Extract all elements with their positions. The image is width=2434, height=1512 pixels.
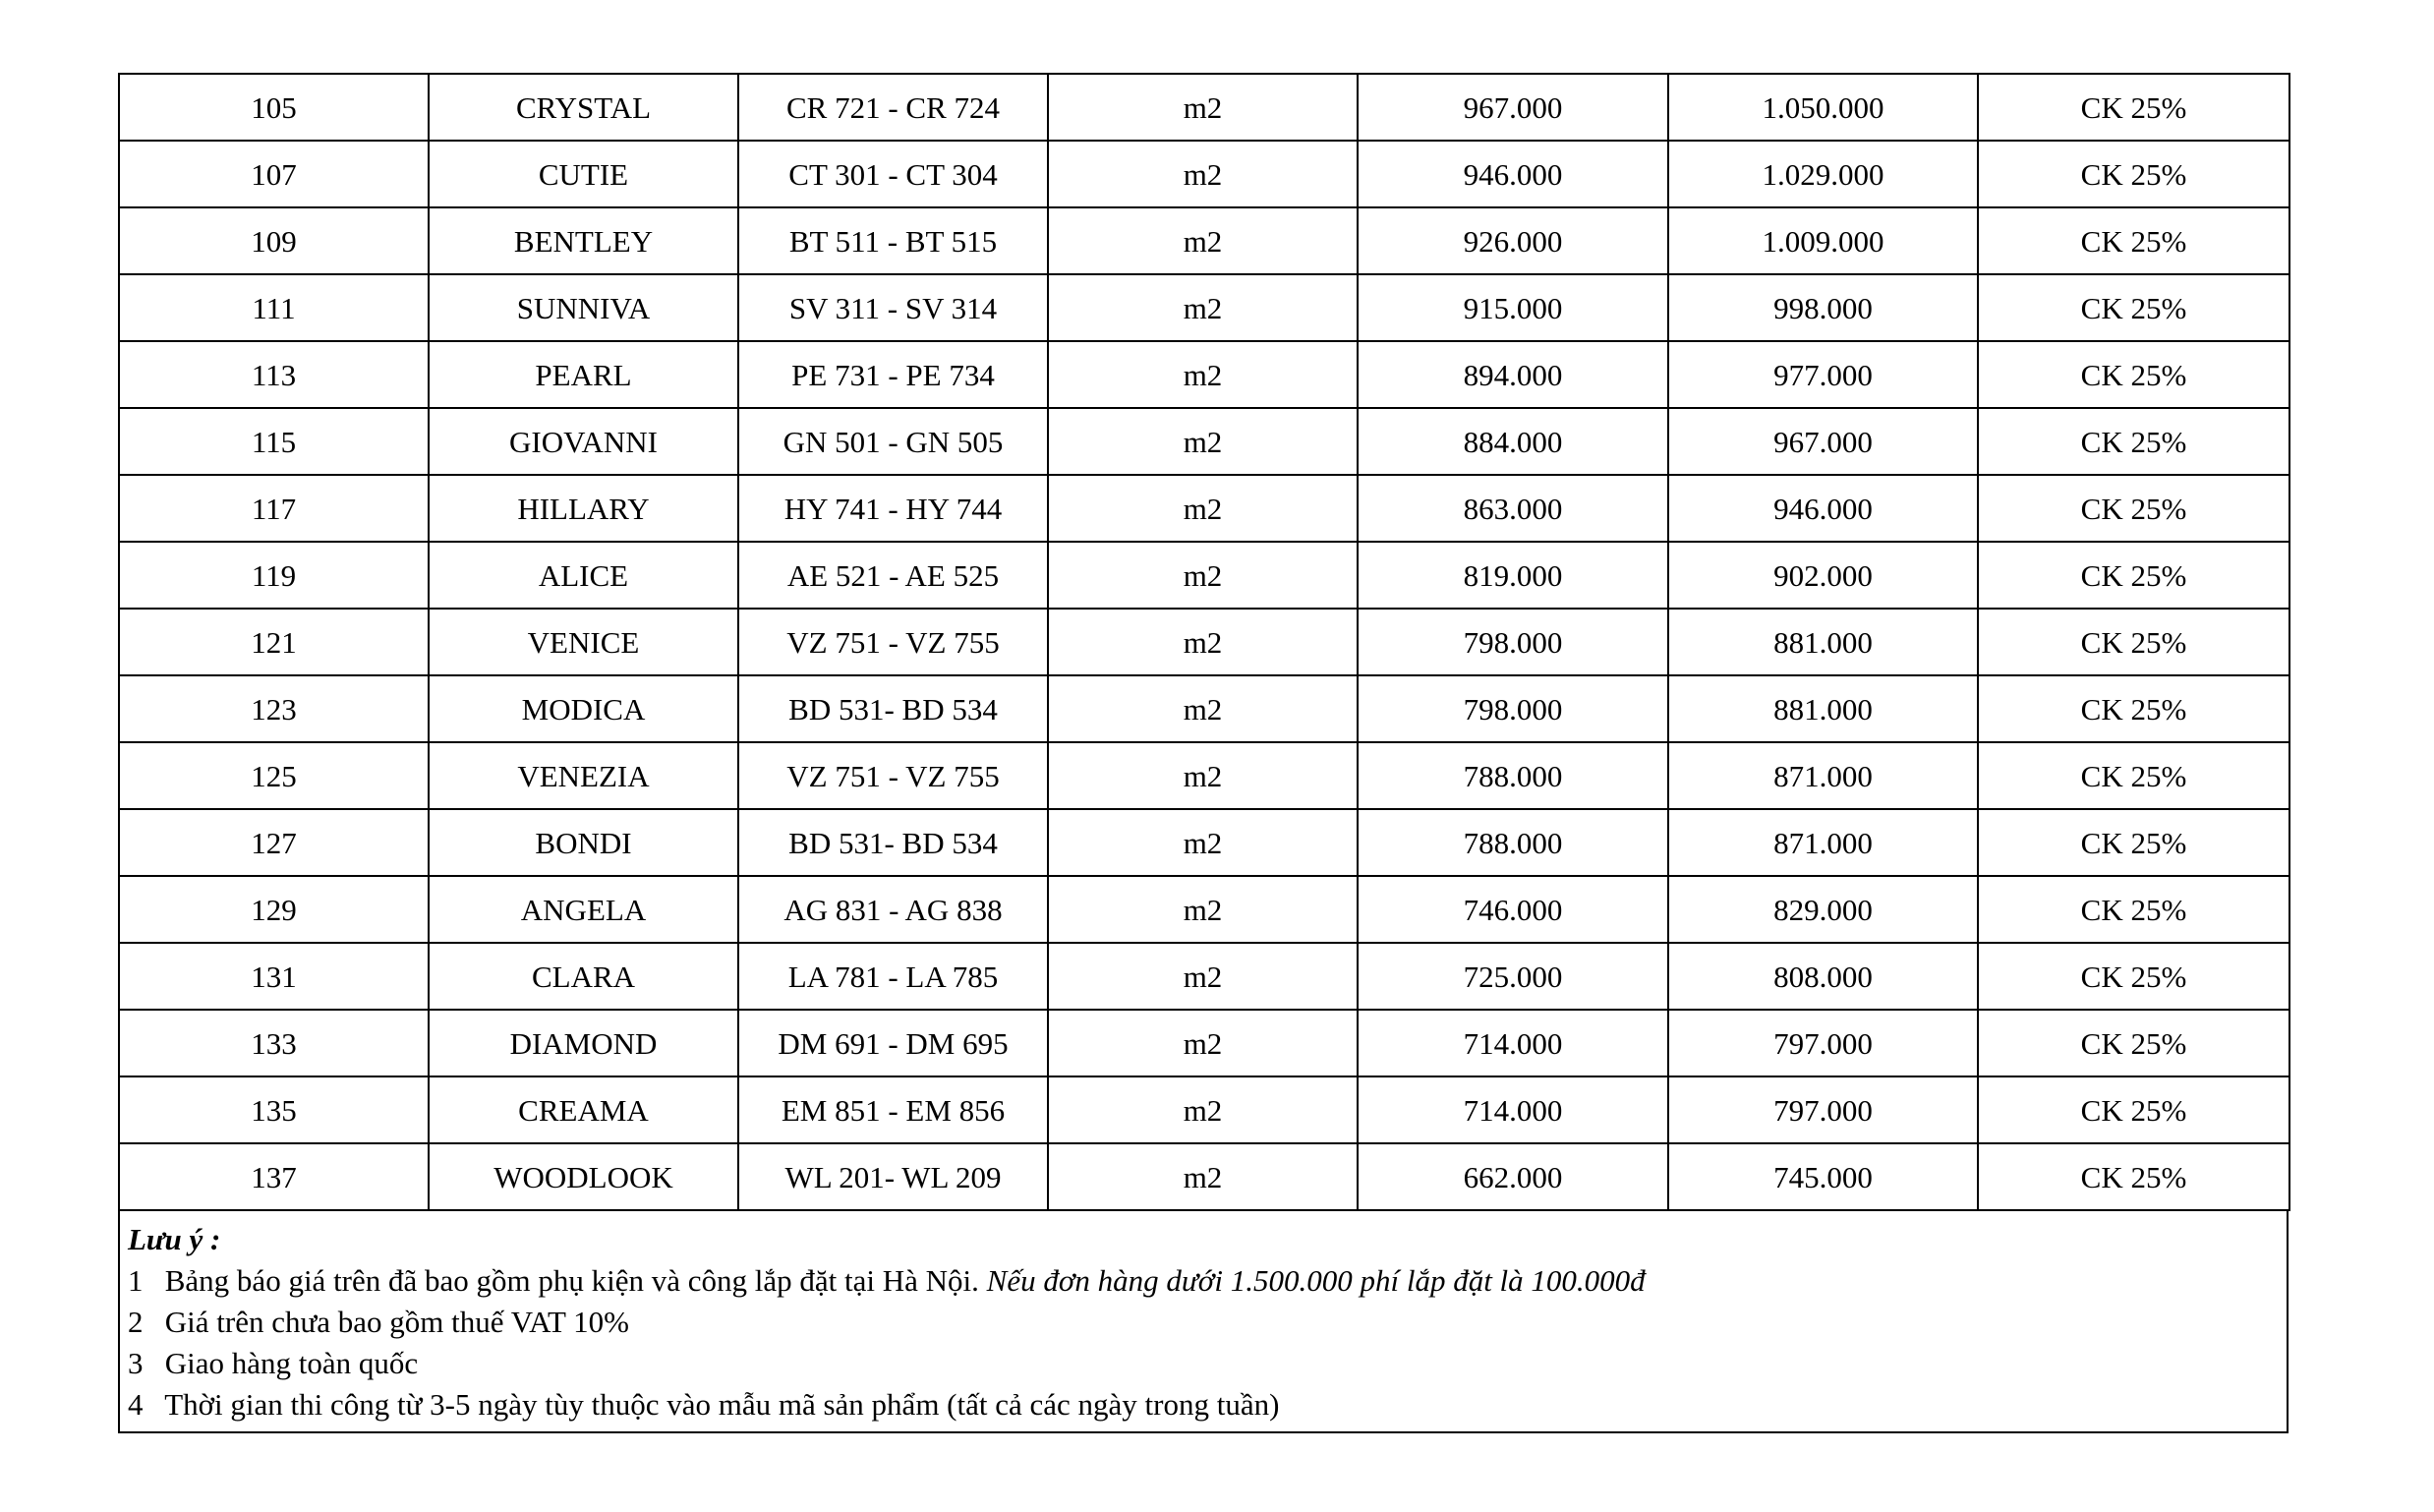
cell-stt: 129	[119, 876, 429, 943]
cell-unit: m2	[1048, 609, 1358, 675]
cell-stt: 109	[119, 207, 429, 274]
cell-unit: m2	[1048, 475, 1358, 542]
cell-unit: m2	[1048, 274, 1358, 341]
cell-code: HY 741 - HY 744	[738, 475, 1048, 542]
cell-stt: 105	[119, 74, 429, 141]
cell-code: AG 831 - AG 838	[738, 876, 1048, 943]
cell-stt: 131	[119, 943, 429, 1010]
cell-discount: CK 25%	[1978, 876, 2289, 943]
cell-discount: CK 25%	[1978, 1143, 2289, 1210]
note-italic-text: Nếu đơn hàng dưới 1.500.000 phí lắp đặt là 100.000đ	[986, 1263, 1646, 1298]
note-item-2	[128, 1302, 2279, 1343]
cell-product-name: DIAMOND	[429, 1010, 738, 1076]
cell-stt: 135	[119, 1076, 429, 1143]
cell-price-alt: 977.000	[1668, 341, 1978, 408]
cell-discount: CK 25%	[1978, 207, 2289, 274]
cell-price: 714.000	[1358, 1010, 1668, 1076]
cell-unit: m2	[1048, 408, 1358, 475]
cell-code: PE 731 - PE 734	[738, 341, 1048, 408]
cell-product-name: ALICE	[429, 542, 738, 609]
note-item-4	[128, 1384, 2279, 1425]
cell-product-name: ANGELA	[429, 876, 738, 943]
cell-discount: CK 25%	[1978, 1010, 2289, 1076]
cell-product-name: GIOVANNI	[429, 408, 738, 475]
cell-stt: 119	[119, 542, 429, 609]
cell-price-alt: 946.000	[1668, 475, 1978, 542]
cell-discount: CK 25%	[1978, 609, 2289, 675]
cell-price-alt: 998.000	[1668, 274, 1978, 341]
note-text: Giao hàng toàn quốc	[164, 1346, 419, 1380]
cell-price: 915.000	[1358, 274, 1668, 341]
cell-product-name: PEARL	[429, 341, 738, 408]
cell-stt: 117	[119, 475, 429, 542]
cell-discount: CK 25%	[1978, 475, 2289, 542]
table-row	[119, 675, 2289, 742]
cell-price: 819.000	[1358, 542, 1668, 609]
cell-stt: 113	[119, 341, 429, 408]
cell-code: VZ 751 - VZ 755	[738, 609, 1048, 675]
cell-code: BD 531- BD 534	[738, 675, 1048, 742]
cell-price: 798.000	[1358, 609, 1668, 675]
cell-price-alt: 881.000	[1668, 609, 1978, 675]
cell-price-alt: 881.000	[1668, 675, 1978, 742]
cell-price: 725.000	[1358, 943, 1668, 1010]
cell-discount: CK 25%	[1978, 274, 2289, 341]
cell-unit: m2	[1048, 742, 1358, 809]
cell-discount: CK 25%	[1978, 141, 2289, 207]
cell-unit: m2	[1048, 74, 1358, 141]
cell-product-name: CUTIE	[429, 141, 738, 207]
cell-product-name: BONDI	[429, 809, 738, 876]
cell-code: BT 511 - BT 515	[738, 207, 1048, 274]
cell-price: 884.000	[1358, 408, 1668, 475]
cell-price: 714.000	[1358, 1076, 1668, 1143]
cell-code: AE 521 - AE 525	[738, 542, 1048, 609]
note-number: 1	[128, 1263, 144, 1298]
cell-code: SV 311 - SV 314	[738, 274, 1048, 341]
cell-price-alt: 902.000	[1668, 542, 1978, 609]
note-text: Giá trên chưa bao gồm thuế VAT 10%	[164, 1305, 630, 1339]
cell-price-alt: 1.050.000	[1668, 74, 1978, 141]
cell-product-name: CREAMA	[429, 1076, 738, 1143]
price-sheet	[118, 73, 2289, 1433]
table-row	[119, 1076, 2289, 1143]
cell-product-name: HILLARY	[429, 475, 738, 542]
cell-stt: 127	[119, 809, 429, 876]
cell-price: 746.000	[1358, 876, 1668, 943]
table-row	[119, 876, 2289, 943]
cell-discount: CK 25%	[1978, 675, 2289, 742]
cell-price-alt: 797.000	[1668, 1010, 1978, 1076]
notes-title: Lưu ý :	[128, 1222, 221, 1256]
cell-unit: m2	[1048, 809, 1358, 876]
table-row	[119, 141, 2289, 207]
table-row	[119, 742, 2289, 809]
cell-price: 788.000	[1358, 809, 1668, 876]
cell-code: WL 201- WL 209	[738, 1143, 1048, 1210]
cell-unit: m2	[1048, 1076, 1358, 1143]
cell-code: CR 721 - CR 724	[738, 74, 1048, 141]
cell-stt: 115	[119, 408, 429, 475]
cell-price: 894.000	[1358, 341, 1668, 408]
cell-price-alt: 1.009.000	[1668, 207, 1978, 274]
cell-code: LA 781 - LA 785	[738, 943, 1048, 1010]
table-row	[119, 274, 2289, 341]
table-body	[119, 74, 2289, 1210]
note-text: Bảng báo giá trên đã bao gồm phụ kiện và công lắp đặt tại Hà Nội.	[164, 1263, 979, 1298]
cell-unit: m2	[1048, 943, 1358, 1010]
cell-price: 662.000	[1358, 1143, 1668, 1210]
cell-unit: m2	[1048, 341, 1358, 408]
cell-price-alt: 967.000	[1668, 408, 1978, 475]
cell-unit: m2	[1048, 1010, 1358, 1076]
table-row	[119, 1143, 2289, 1210]
cell-unit: m2	[1048, 542, 1358, 609]
notes-box	[118, 1211, 2289, 1433]
cell-stt: 125	[119, 742, 429, 809]
cell-code: VZ 751 - VZ 755	[738, 742, 1048, 809]
cell-unit: m2	[1048, 141, 1358, 207]
cell-stt: 133	[119, 1010, 429, 1076]
cell-product-name: CRYSTAL	[429, 74, 738, 141]
table-row	[119, 542, 2289, 609]
cell-price-alt: 829.000	[1668, 876, 1978, 943]
cell-product-name: VENICE	[429, 609, 738, 675]
cell-stt: 137	[119, 1143, 429, 1210]
cell-discount: CK 25%	[1978, 542, 2289, 609]
cell-product-name: MODICA	[429, 675, 738, 742]
table-row	[119, 475, 2289, 542]
cell-price: 798.000	[1358, 675, 1668, 742]
cell-price: 926.000	[1358, 207, 1668, 274]
note-text: Thời gian thi công từ 3-5 ngày tùy thuộc vào mẫu mã sản phẩm (tất cả các ngày trong tuần)	[164, 1387, 1280, 1422]
table-row	[119, 408, 2289, 475]
cell-price-alt: 808.000	[1668, 943, 1978, 1010]
cell-product-name: VENEZIA	[429, 742, 738, 809]
cell-code: CT 301 - CT 304	[738, 141, 1048, 207]
cell-unit: m2	[1048, 1143, 1358, 1210]
cell-discount: CK 25%	[1978, 1076, 2289, 1143]
cell-discount: CK 25%	[1978, 74, 2289, 141]
cell-unit: m2	[1048, 876, 1358, 943]
cell-stt: 123	[119, 675, 429, 742]
table-row	[119, 1010, 2289, 1076]
cell-price-alt: 1.029.000	[1668, 141, 1978, 207]
cell-discount: CK 25%	[1978, 809, 2289, 876]
cell-stt: 111	[119, 274, 429, 341]
note-number: 4	[128, 1387, 144, 1422]
cell-code: GN 501 - GN 505	[738, 408, 1048, 475]
cell-discount: CK 25%	[1978, 341, 2289, 408]
cell-price-alt: 871.000	[1668, 742, 1978, 809]
cell-code: EM 851 - EM 856	[738, 1076, 1048, 1143]
cell-code: DM 691 - DM 695	[738, 1010, 1048, 1076]
table-row	[119, 74, 2289, 141]
table-row	[119, 943, 2289, 1010]
table-row	[119, 341, 2289, 408]
table-row	[119, 207, 2289, 274]
cell-code: BD 531- BD 534	[738, 809, 1048, 876]
cell-discount: CK 25%	[1978, 943, 2289, 1010]
table-row	[119, 609, 2289, 675]
cell-price: 967.000	[1358, 74, 1668, 141]
cell-price-alt: 745.000	[1668, 1143, 1978, 1210]
note-item-1	[128, 1260, 2279, 1302]
cell-price-alt: 871.000	[1668, 809, 1978, 876]
cell-product-name: WOODLOOK	[429, 1143, 738, 1210]
cell-discount: CK 25%	[1978, 408, 2289, 475]
cell-stt: 121	[119, 609, 429, 675]
price-table	[118, 73, 2290, 1211]
table-row	[119, 809, 2289, 876]
cell-product-name: CLARA	[429, 943, 738, 1010]
cell-unit: m2	[1048, 207, 1358, 274]
cell-price: 946.000	[1358, 141, 1668, 207]
cell-price-alt: 797.000	[1668, 1076, 1978, 1143]
cell-discount: CK 25%	[1978, 742, 2289, 809]
note-number: 2	[128, 1305, 144, 1339]
cell-unit: m2	[1048, 675, 1358, 742]
cell-price: 788.000	[1358, 742, 1668, 809]
cell-stt: 107	[119, 141, 429, 207]
cell-price: 863.000	[1358, 475, 1668, 542]
note-item-3	[128, 1343, 2279, 1384]
cell-product-name: SUNNIVA	[429, 274, 738, 341]
note-number: 3	[128, 1346, 144, 1380]
cell-product-name: BENTLEY	[429, 207, 738, 274]
